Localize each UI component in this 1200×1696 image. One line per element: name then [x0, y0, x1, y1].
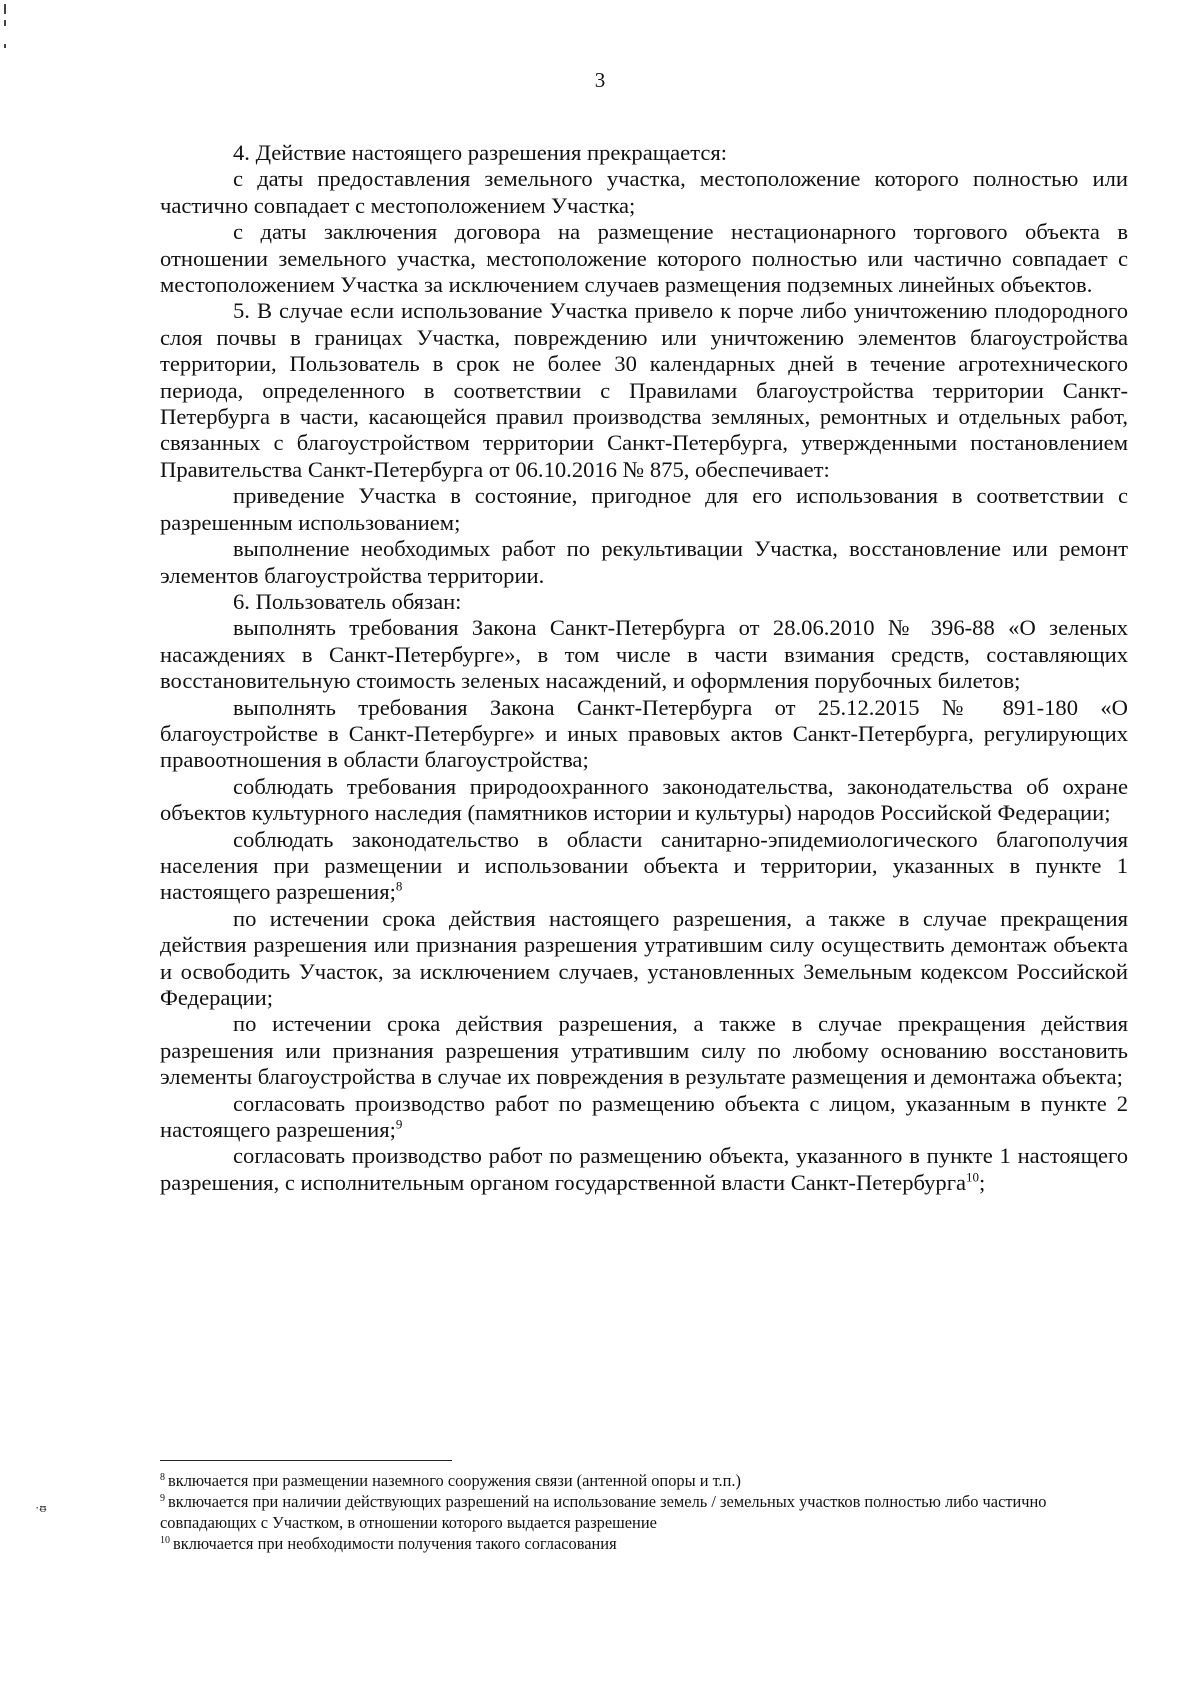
- paragraph-text: выполнять требования Закона Санкт-Петербурга от 28.06.2010 № 396-88 «О зеленых насаждениях в Санкт-Петербурге», в том числе в части взимания средств, составляющих восстановительную стоимость зеленых насаждений, и оформления порубочных билетов;: [160, 615, 1128, 694]
- paragraph: [160, 695, 1128, 774]
- paragraph-text: выполнять требования Закона Санкт-Петербурга от 25.12.2015 № 891-180 «О благоустройстве в Санкт-Петербурге» и иных правовых актов Санкт-Петербурга, регулирующих правоотношения в области благоустройства;: [160, 694, 1128, 773]
- paragraph: [160, 298, 1128, 483]
- footnote-reference: 9: [395, 1116, 403, 1132]
- paragraph: [160, 140, 1128, 166]
- scan-artifact-mark: [4, 4, 6, 14]
- paragraph-text: с даты предоставления земельного участка, местоположение которого полностью или частично совпадает с местоположением Участка;: [160, 166, 1128, 218]
- paragraph: [160, 774, 1128, 827]
- footnote-separator: [160, 1460, 452, 1461]
- paragraph: [160, 483, 1128, 536]
- paragraph-text: согласовать производство работ по размещению объекта с лицом, указанным в пункте 2 настоящего разрешения;: [160, 1090, 1128, 1143]
- scan-margin-mark: ·ᵿ: [35, 1500, 47, 1515]
- paragraph: [160, 1011, 1128, 1090]
- footnote-reference: 8: [395, 878, 403, 894]
- paragraph-text: выполнение необходимых работ по рекультивации Участка, восстановление или ремонт элементов благоустройства территории.: [160, 536, 1128, 588]
- paragraph-text: соблюдать требования природоохранного законодательства, законодательства об охране объектов культурного наследия (памятников истории и культуры) народов Российской Федерации;: [160, 773, 1128, 826]
- footnote: [160, 1491, 1128, 1533]
- document-body: [160, 140, 1128, 1196]
- paragraph-text: согласовать производство работ по размещению объекта, указанного в пункте 1 настоящего разрешения, с исполнительным органом государственной власти Санкт-Петербурга: [160, 1143, 1128, 1195]
- footnote-mark: 9: [160, 1492, 165, 1504]
- paragraph: [160, 827, 1128, 906]
- paragraph: [160, 166, 1128, 219]
- paragraph-text: 5. В случае если использование Участка привело к порче либо уничтожению плодородного слоя почвы в границах Участка, повреждению или уничтожению элементов благоустройства территории, Пользователь в срок не более 30 календарных дней в течение агротехнического периода, определенного в соответствии с Правилами благоустройства территории Санкт-Петербурга в части, касающейся правил производства земляных, ремонтных и отдельных работ, связанных с благоустройством территории Санкт-Петербурга, утвержденными постановлением Правительства Санкт-Петербурга от 06.10.2016 № 875, обеспечивает:: [160, 298, 1128, 482]
- paragraph: [160, 1091, 1128, 1144]
- paragraph-text: по истечении срока действия разрешения, а также в случае прекращения действия разрешения или признания разрешения утратившим силу по любому основанию восстановить элементы благоустройства в случае их повреждения в результате размещения и демонтажа объекта;: [160, 1011, 1128, 1090]
- paragraph: [160, 589, 1128, 615]
- paragraph: [160, 536, 1128, 589]
- footnote-mark: 10: [160, 1534, 170, 1546]
- paragraph: [160, 219, 1128, 298]
- paragraph: [160, 615, 1128, 694]
- footnote-text: включается при необходимости получения такого согласования: [173, 1534, 617, 1553]
- scan-artifact-mark: [4, 44, 6, 48]
- paragraph-text: 6. Пользователь обязан:: [233, 588, 462, 614]
- trailing-punctuation: ;: [979, 1169, 986, 1195]
- paragraph: [160, 906, 1128, 1012]
- paragraph-text: приведение Участка в состояние, пригодное для его использования в соответствии с разрешенным использованием;: [160, 483, 1128, 535]
- paragraph-text: по истечении срока действия настоящего разрешения, а также в случае прекращения действия разрешения или признания разрешения утратившим силу осуществить демонтаж объекта и освободить Участок, за исключением случаев, установленных Земельным кодексом Российской Федерации;: [160, 905, 1128, 1010]
- paragraph-text: с даты заключения договора на размещение нестационарного торгового объекта в отношении земельного участка, местоположение которого полностью или частично совпадает с местоположением Участка за исключением случаев размещения подземных линейных объектов.: [160, 219, 1128, 298]
- footnote-text: включается при наличии действующих разрешений на использование земель / земельных участков полностью либо частично совпадающих с Участком, в отношении которого выдается разрешение: [160, 1492, 1047, 1532]
- paragraph: [160, 1143, 1128, 1196]
- footnote-text: включается при размещении наземного сооружения связи (антенной опоры и т.п.): [168, 1471, 741, 1490]
- page-number: 3: [594, 68, 606, 92]
- footnote: [160, 1533, 1128, 1554]
- footnote-mark: 8: [160, 1471, 165, 1483]
- scan-artifact-mark: [4, 20, 6, 26]
- footnotes-section: [160, 1470, 1128, 1554]
- footnote-reference: 10: [966, 1169, 980, 1185]
- paragraph-text: 4. Действие настоящего разрешения прекращается:: [233, 140, 728, 165]
- paragraph-text: соблюдать законодательство в области санитарно-эпидемиологического благополучия населения при размещении и использовании объекта и территории, указанных в пункте 1 настоящего разрешения;: [160, 826, 1128, 905]
- footnote: [160, 1470, 1128, 1491]
